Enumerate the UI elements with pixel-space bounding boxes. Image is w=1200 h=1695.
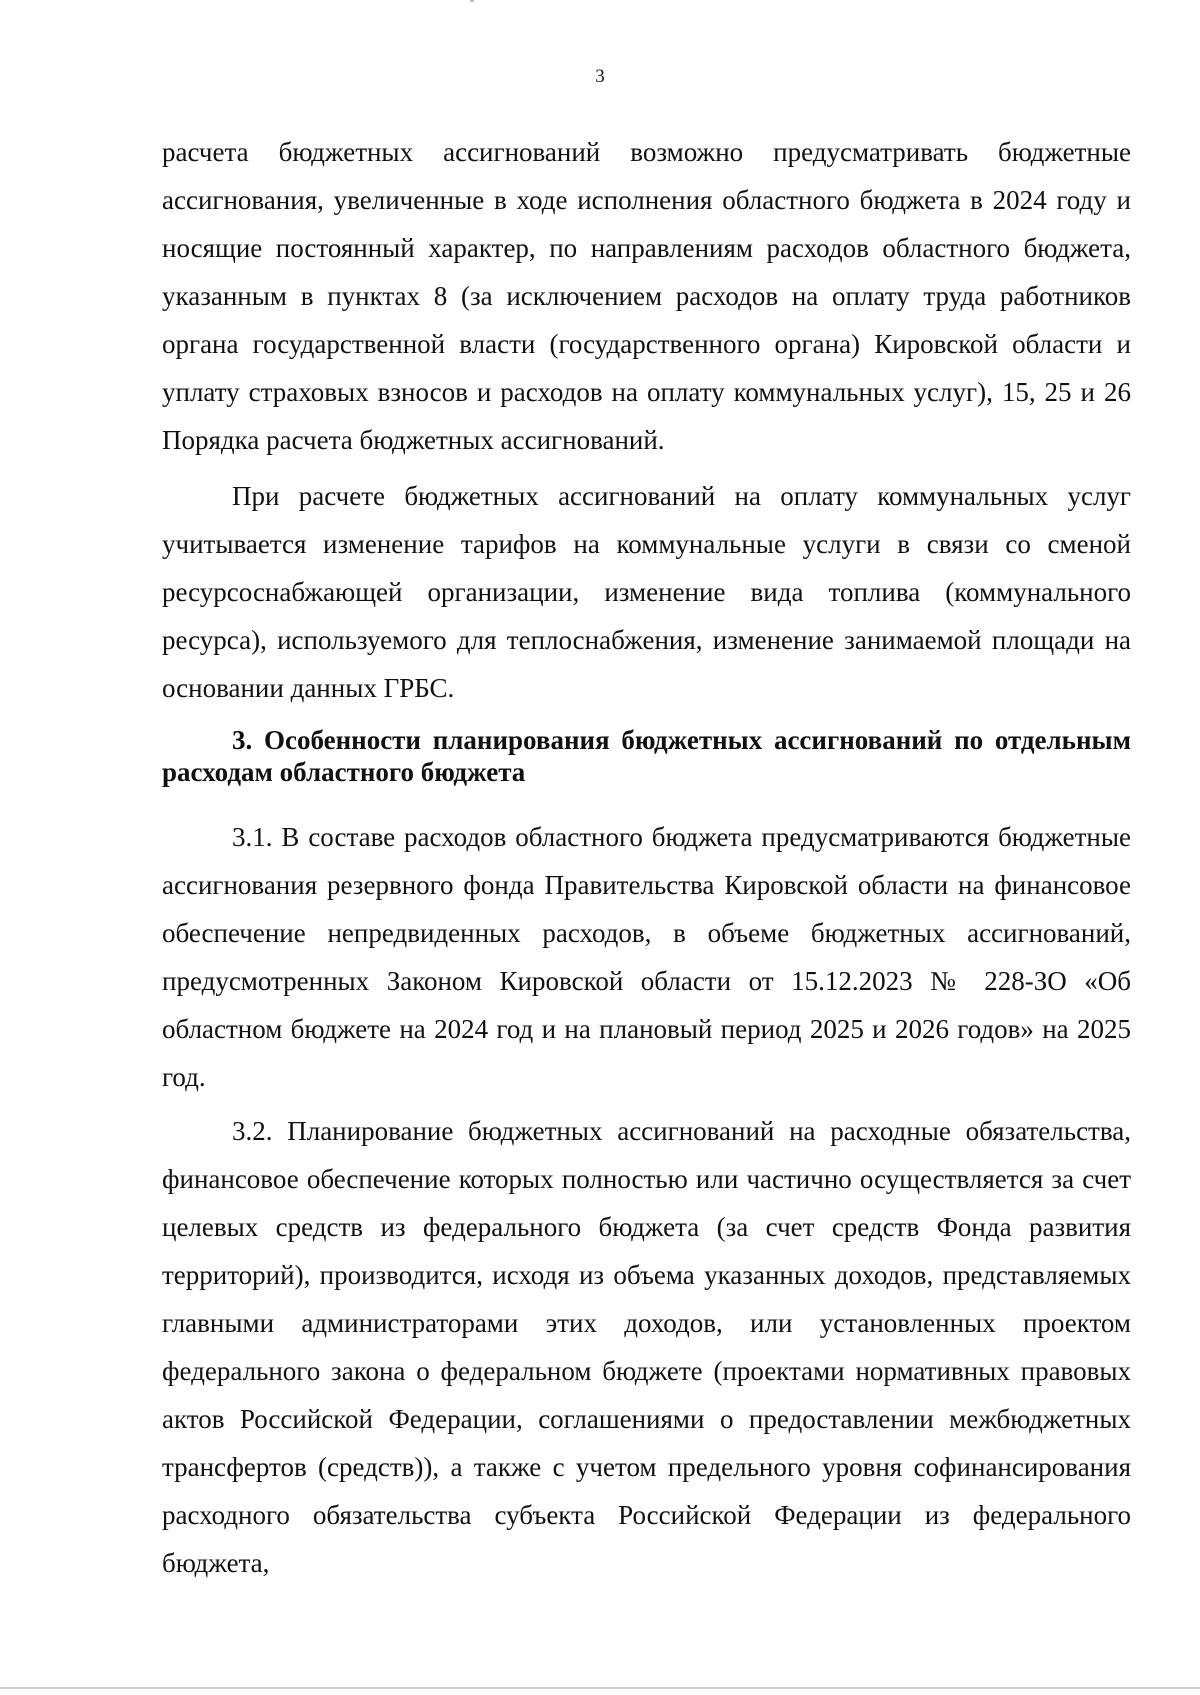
paragraph-text: расчета бюджетных ассигнований возможно предусматривать бюджетные ассигнования, увеличенные в ходе исполнения областного бюджета в 2024 году и носящие постоянный характер, по направлениям расходов областного бюджета, указанным в пунктах 8 (за исключением расходов на оплату труда работников органа государственной власти (государственного органа) Кировской области и уплату страховых взносов и расходов на оплату коммунальных услуг), 15, 25 и 26 Порядка расчета бюджетных ассигнований. [162, 137, 1131, 455]
paragraph-utilities [162, 472, 1131, 712]
scan-mark [470, 0, 474, 2]
paragraph-3-1 [162, 813, 1131, 1101]
section-heading [162, 724, 1131, 788]
paragraph-text: 3.1. В составе расходов областного бюджета предусматриваются бюджетные ассигнования резервного фонда Правительства Кировской области на финансовое обеспечение непредвиденных расходов, в объеме бюджетных ассигнований, предусмотренных Законом Кировской области от 15.12.2023 № 228-ЗО «Об областном бюджете на 2024 год и на плановый период 2025 и 2026 годов» на 2025 год. [162, 822, 1131, 1092]
page-bottom-edge [0, 1687, 1200, 1689]
section-heading-text: 3. Особенности планирования бюджетных ассигнований по отдельным расходам областного бюджета [162, 725, 1131, 787]
paragraph-text: 3.2. Планирование бюджетных ассигнований на расходные обязательства, финансовое обеспечение которых полностью или частично осуществляется за счет целевых средств из федерального бюджета (за счет средств Фонда развития территорий), производится, исходя из объема указанных доходов, представляемых главными администраторами этих доходов, или установленных проектом федерального закона о федеральном бюджете (проектами нормативных правовых актов Российской Федерации, соглашениями о предоставлении межбюджетных трансфертов (средств)), а также с учетом предельного уровня софинансирования расходного обязательства субъекта Российской Федерации из федерального бюджета, [162, 1116, 1131, 1578]
paragraph-text: При расчете бюджетных ассигнований на оплату коммунальных услуг учитывается изменение тарифов на коммунальные услуги в связи со сменой ресурсоснабжающей организации, изменение вида топлива (коммунального ресурса), используемого для теплоснабжения, изменение занимаемой площади на основании данных ГРБС. [162, 481, 1131, 703]
paragraph-3-2 [162, 1107, 1131, 1587]
paragraph-continuation [162, 128, 1131, 464]
page-number: 3 [595, 66, 605, 87]
